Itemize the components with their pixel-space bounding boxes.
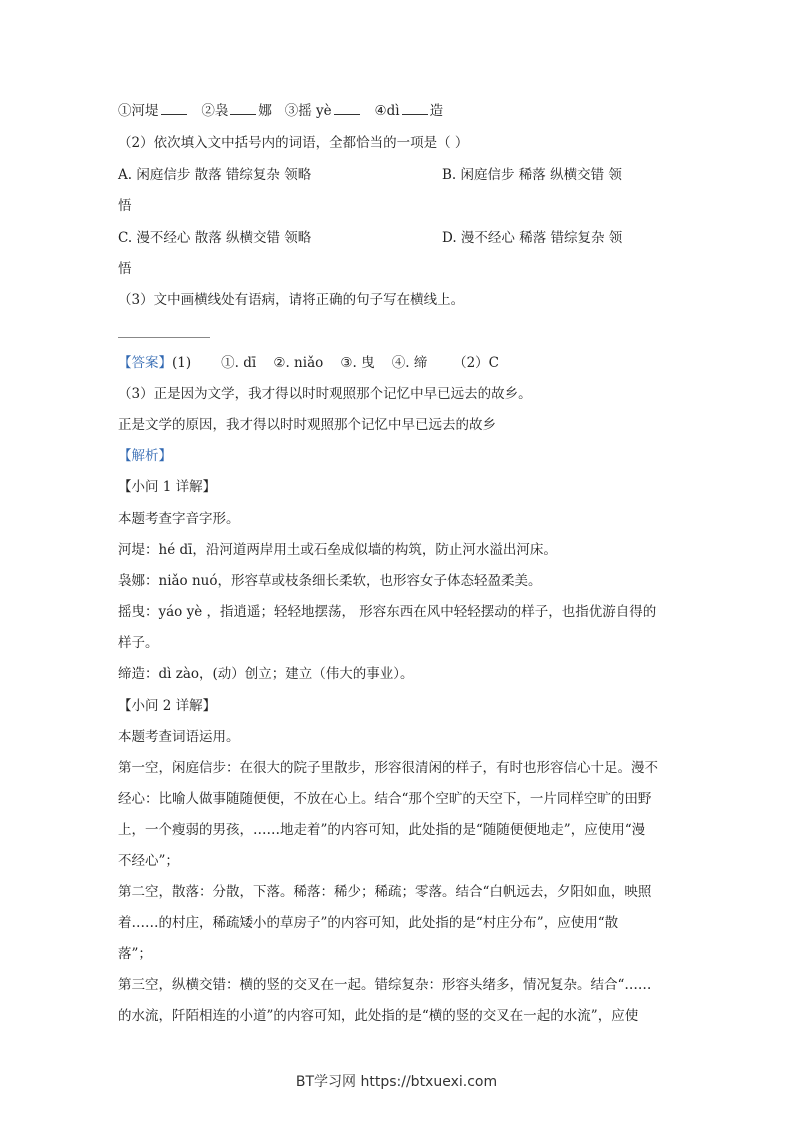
sub2-line: 落”； <box>118 946 152 962</box>
option-d-line2: 悟 <box>118 261 132 277</box>
q1-line <box>118 100 678 121</box>
sub1-line: 袅娜：niǎo nuó，形容草或枝条细长柔软，也形容女子体态轻盈柔美。 <box>118 573 542 589</box>
sub2-line: 第一空，闲庭信步：在很大的院子里散步，形容很清闲的样子，有时也形容信心十足。漫不 <box>118 760 658 776</box>
q1-item2b: 娜 <box>258 103 272 119</box>
sub2-line: 的水流，阡陌相连的小道”的内容可知，此处指的是“横的竖的交叉在一起的水流”，应使 <box>118 1008 639 1024</box>
answer-line1 <box>118 353 678 373</box>
sub1-line: 摇曳：yáo yè ，指逍遥；轻轻地摆荡， 形容东西在风中轻轻摆动的样子，也指优游自得的 <box>118 604 657 620</box>
q1-item1: ①河堤 <box>118 103 159 119</box>
sub1-line: 缔造：dì zào，(动）创立；建立（伟大的事业）。 <box>118 666 414 682</box>
blank <box>161 100 187 115</box>
sub2-line: 本题考查词语运用。 <box>118 729 240 745</box>
answer-line2: （3）正是因为文学，我才得以时时观照那个记忆中早已远去的故乡。 <box>118 386 532 402</box>
blank <box>230 100 256 115</box>
sub2-line: 经心：比喻人做事随随便便，不放在心上。结合“那个空旷的天空下，一片同样空旷的田野 <box>118 791 652 807</box>
answer-line3: 正是文学的原因，我才得以时时观照那个记忆中早已远去的故乡 <box>118 417 496 433</box>
option-b-line1: B. 闲庭信步 稀落 纵横交错 领 <box>442 167 622 183</box>
sub2-line: 不经心”； <box>118 853 179 869</box>
sub2-line: 上，一个瘦弱的男孩，……地走着”的内容可知，此处指的是“随随便便地走”，应使用“漫 <box>118 822 646 838</box>
answer-line <box>118 337 210 338</box>
sub2-title: 【小问 2 详解】 <box>118 698 217 714</box>
analysis-tag: 【解析】 <box>118 448 172 464</box>
q1-item4a: ④dì <box>374 103 400 119</box>
option-c: C. 漫不经心 散落 纵横交错 领略 <box>118 230 312 246</box>
q3-stem: （3）文中画横线处有语病，请将正确的句子写在横线上。 <box>118 292 465 308</box>
option-d-line1: D. 漫不经心 稀落 错综复杂 领 <box>442 230 623 246</box>
q1-item4b: 造 <box>429 103 444 119</box>
sub2-line: 第二空，散落：分散，下落。稀落：稀少；稀疏；零落。结合“白帆远去，夕阳如血，映照 <box>118 884 652 900</box>
answer-tag: 【答案】 <box>118 355 172 371</box>
blank <box>334 100 360 115</box>
sub1-line: 河堤：hé dī，沿河道两岸用土或石垒成似墙的构筑，防止河水溢出河床。 <box>118 542 557 558</box>
sub1-title: 【小问 1 详解】 <box>118 479 217 495</box>
answer-part1: (1) ①. dī ②. niǎo ③. 曳 ④. 缔 （2）C <box>172 355 500 371</box>
q1-item3: ③摇 yè <box>284 103 332 119</box>
footer-watermark: BT学习网 https://btxuexi.com <box>295 1074 498 1090</box>
sub1-line: 样子。 <box>118 635 159 651</box>
q2-stem: （2）依次填入文中括号内的词语，全都恰当的一项是（ ） <box>118 135 469 151</box>
blank <box>402 100 428 115</box>
sub1-line: 本题考查字音字形。 <box>118 511 240 527</box>
option-b-line2: 悟 <box>118 198 132 214</box>
sub2-line: 第三空，纵横交错：横的竖的交叉在一起。错综复杂：形容头绪多，情况复杂。结合“…… <box>118 977 652 993</box>
q1-item2a: ②袅 <box>201 103 229 119</box>
option-a: A. 闲庭信步 散落 错综复杂 领略 <box>118 167 312 183</box>
sub2-line: 着……的村庄，稀疏矮小的草房子”的内容可知，此处指的是“村庄分布”，应使用“散 <box>118 915 619 931</box>
